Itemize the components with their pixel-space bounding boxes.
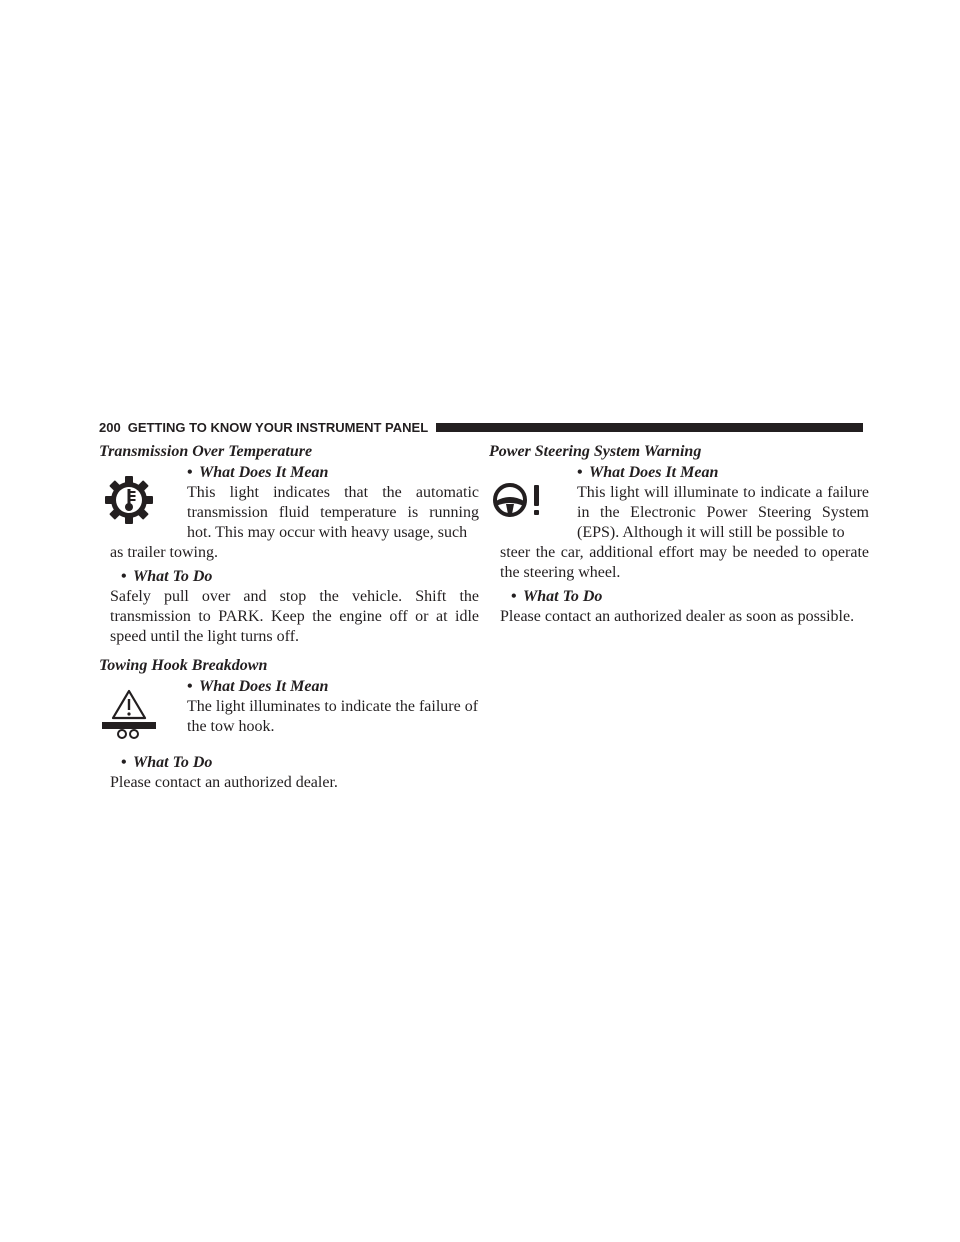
steering-wheel-warning-icon [489,471,549,529]
meaning-text-continued: steer the car, additional effort may be needed to operate the steering wheel. [500,544,869,581]
section-towing [99,655,479,793]
meaning-heading: What Does It Mean [199,464,329,481]
section-title: Power Steering System Warning [489,443,702,460]
section-title: Towing Hook Breakdown [99,657,268,674]
todo-heading: What To Do [133,568,213,585]
bullet: • [511,588,517,605]
meaning-text-continued: as trailer towing. [110,544,218,561]
bullet: • [121,754,127,771]
trailer-warning-icon [99,685,159,743]
bullet: • [187,464,193,481]
meaning-text: The light illuminates to indicate the failure of the tow hook. [187,698,479,735]
todo-heading: What To Do [523,588,603,605]
transmission-temperature-icon [99,471,159,529]
right-column [489,441,869,627]
meaning-text: This light indicates that the automatic transmission fluid temperature is running hot. This may occur with heavy usage, such [187,484,479,541]
todo-heading: What To Do [133,754,213,771]
bullet: • [121,568,127,585]
todo-text: Safely pull over and stop the vehicle. Shift the transmission to PARK. Keep the engine off or at idle speed until the light turns off. [110,588,479,645]
page-header [99,418,863,436]
page-header-title: GETTING TO KNOW YOUR INSTRUMENT PANEL [127,419,429,435]
bullet: • [577,464,583,481]
todo-text: Please contact an authorized dealer as soon as possible. [500,608,855,625]
header-rule [436,423,863,432]
page-number: 200 [99,419,121,435]
left-column [99,441,479,793]
section-power-steering [489,441,869,627]
section-transmission [99,441,479,647]
meaning-heading: What Does It Mean [589,464,719,481]
meaning-heading: What Does It Mean [199,678,329,695]
todo-text: Please contact an authorized dealer. [110,774,338,791]
meaning-text: This light will illuminate to indicate a failure in the Electronic Power Steering System (EPS). Although it will still be possible to [577,484,869,541]
bullet: • [187,678,193,695]
section-title: Transmission Over Temperature [99,443,313,460]
